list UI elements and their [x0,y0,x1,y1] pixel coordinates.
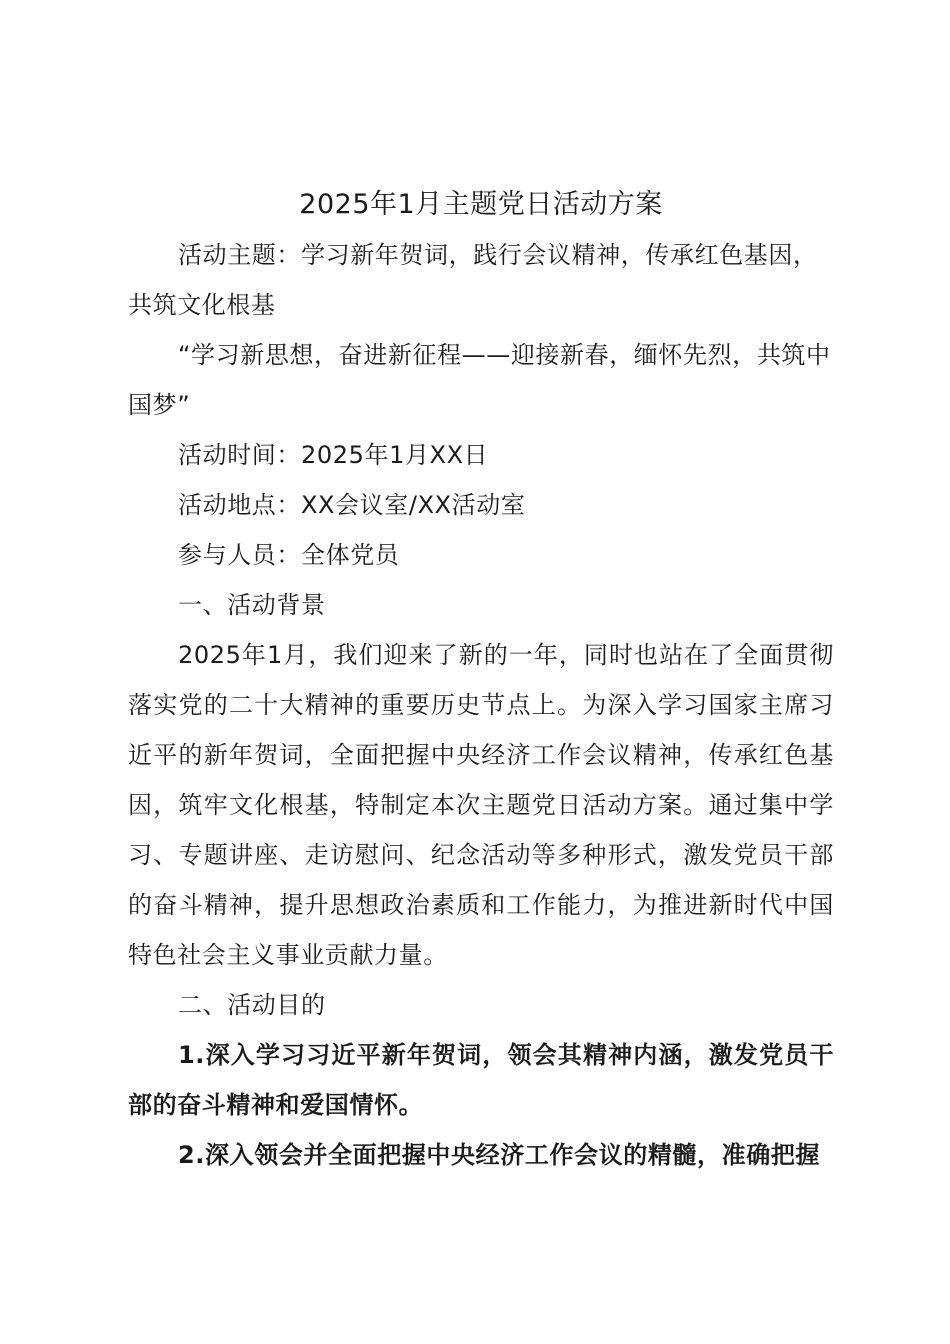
section-heading-purpose: 二、活动目的 [178,991,326,1019]
purpose-item-2: 2.深入领会并全面把握中央经济工作会议的精髓，准确把握 [178,1141,821,1169]
paragraph-location: 活动地点：XX会议室/XX活动室 [178,491,526,519]
paragraph-participants: 参与人员：全体党员 [178,541,400,569]
document-title: 2025年1月主题党日活动方案 [299,189,663,220]
paragraph-slogan: “学习新思想，奋进新征程——迎接新春，缅怀先烈，共筑中国梦” [128,341,831,419]
paragraph-background: 2025年1月，我们迎来了新的一年，同时也站在了全面贯彻落实党的二十大精神的重要历史节点上。为深入学习国家主席习近平的新年贺词，全面把握中央经济工作会议精神，传承红色基因，筑牢文化根基，特制定本次主题党日活动方案。通过集中学习、专题讲座、走访慰问、纪念活动等多种形式，激发党员干部的奋斗精神，提升思想政治素质和工作能力，为推进新时代中国特色社会主义事业贡献力量。 [128,641,834,969]
paragraph-theme: 活动主题：学习新年贺词，践行会议精神，传承红色基因，共筑文化根基 [128,241,818,319]
purpose-item-1: 1.深入学习习近平新年贺词，领会其精神内涵，激发党员干部的奋斗精神和爱国情怀。 [128,1041,834,1119]
section-heading-background: 一、活动背景 [178,591,326,619]
document-page [128,180,834,1180]
paragraph-time: 活动时间：2025年1月XX日 [178,441,489,469]
